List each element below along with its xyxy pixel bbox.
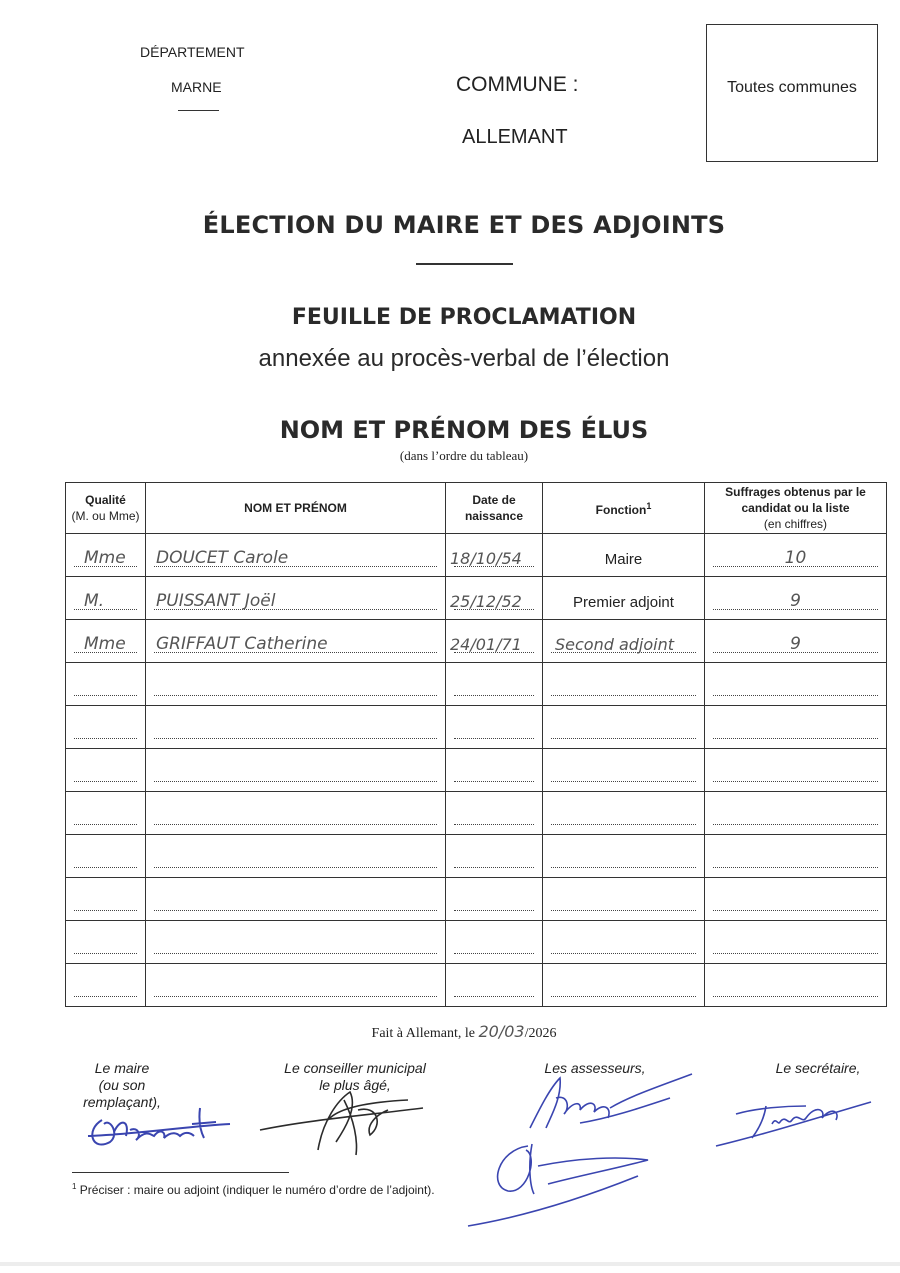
empty-cell-nom [146, 706, 446, 749]
table-cell-fonction [543, 534, 705, 577]
names-title: NOM ET PRÉNOM DES ÉLUS [279, 416, 649, 444]
header-date: Date de naissance [446, 483, 543, 534]
empty-cell-suffrages [705, 749, 887, 792]
empty-cell-qualite [66, 921, 146, 964]
empty-cell-suffrages [705, 706, 887, 749]
departement-label: DÉPARTEMENT [140, 44, 245, 60]
title-divider [416, 263, 513, 265]
table-body [66, 534, 887, 1007]
empty-cell-date [446, 835, 543, 878]
table-cell-suffrages [705, 620, 887, 663]
maire-signature [80, 1090, 240, 1160]
empty-cell-date [446, 706, 543, 749]
cell-value-qualite: Mme [84, 634, 126, 654]
table-row-empty [66, 706, 887, 749]
cell-value-suffrages: 9 [790, 634, 801, 654]
table-row [66, 577, 887, 620]
header-fonction: Fonction$^1$ [543, 483, 705, 534]
cell-value-fonction: Second adjoint [555, 635, 675, 654]
table-cell-date [446, 577, 543, 620]
table-cell-qualite [66, 577, 146, 620]
empty-cell-nom [146, 663, 446, 706]
cell-value-qualite: Mme [84, 548, 126, 568]
empty-cell-fonction [543, 964, 705, 1007]
table-row-empty [66, 749, 887, 792]
signature-maire-label: Le maire (ou son remplaçant), [83, 1060, 161, 1110]
empty-cell-nom [146, 835, 446, 878]
cell-value-qualite: M. [84, 591, 105, 611]
fait-line: Fait à Allemant, le 20/03/2026 [371, 1022, 557, 1041]
departement-value: MARNE [171, 79, 222, 95]
table-cell-qualite [66, 620, 146, 663]
annex-line: annexée au procès-verbal de l’élection [258, 345, 670, 372]
empty-cell-suffrages [705, 792, 887, 835]
empty-cell-date [446, 878, 543, 921]
table-cell-suffrages [705, 534, 887, 577]
empty-cell-fonction [543, 921, 705, 964]
table-cell-date [446, 620, 543, 663]
cell-value-suffrages: 10 [784, 548, 807, 568]
empty-cell-qualite [66, 663, 146, 706]
communes-box-text: Toutes communes [727, 79, 857, 96]
secretaire-signature [706, 1084, 876, 1154]
page-title: ÉLECTION DU MAIRE ET DES ADJOINTS [202, 211, 726, 239]
table-cell-nom [146, 577, 446, 620]
table-row [66, 620, 887, 663]
table-row-empty [66, 878, 887, 921]
conseiller-signature [258, 1080, 428, 1160]
empty-cell-fonction [543, 749, 705, 792]
table-row-empty [66, 663, 887, 706]
empty-cell-fonction [543, 878, 705, 921]
departement-divider [178, 110, 219, 111]
empty-cell-fonction [543, 663, 705, 706]
empty-cell-suffrages [705, 964, 887, 1007]
empty-cell-date [446, 964, 543, 1007]
header-qualite: Qualité (M. ou Mme) [66, 483, 146, 534]
scan-edge [0, 1262, 900, 1266]
footnote: $^1$ Préciser : maire ou adjoint (indiquer le numéro d’ordre de l’adjoint). [72, 1182, 435, 1197]
cell-value-fonction: Maire [604, 551, 643, 568]
table-cell-suffrages [705, 577, 887, 620]
empty-cell-suffrages [705, 921, 887, 964]
empty-cell-date [446, 663, 543, 706]
communes-box [706, 24, 878, 162]
table-cell-fonction [543, 620, 705, 663]
empty-cell-qualite [66, 792, 146, 835]
empty-cell-date [446, 749, 543, 792]
empty-cell-date [446, 792, 543, 835]
empty-cell-qualite [66, 749, 146, 792]
signature-conseiller-label: Le conseiller municipal le plus âgé, [284, 1060, 426, 1093]
footnote-divider [72, 1172, 289, 1173]
elus-table [65, 482, 887, 1007]
cell-value-suffrages: 9 [790, 591, 801, 611]
signature-secretaire-label: Le secrétaire, [775, 1060, 861, 1076]
subtitle: FEUILLE DE PROCLAMATION [291, 305, 637, 330]
empty-cell-suffrages [705, 878, 887, 921]
cell-value-nom: GRIFFAUT Catherine [156, 634, 328, 654]
table-row [66, 534, 887, 577]
empty-cell-fonction [543, 706, 705, 749]
cell-value-date: 18/10/54 [450, 549, 522, 568]
table-cell-nom [146, 534, 446, 577]
table-cell-fonction [543, 577, 705, 620]
names-subtitle: (dans l’ordre du tableau) [399, 448, 529, 463]
empty-cell-qualite [66, 835, 146, 878]
cell-value-date: 25/12/52 [450, 592, 522, 611]
empty-cell-qualite [66, 706, 146, 749]
empty-cell-nom [146, 749, 446, 792]
cell-value-nom: DOUCET Carole [156, 548, 289, 568]
cell-value-fonction: Premier adjoint [573, 594, 674, 611]
fait-date-handwritten: 20/03 [478, 1022, 525, 1041]
empty-cell-nom [146, 964, 446, 1007]
table-row-empty [66, 792, 887, 835]
commune-label: COMMUNE : [456, 73, 579, 96]
empty-cell-fonction [543, 792, 705, 835]
empty-cell-suffrages [705, 663, 887, 706]
header-nom: NOM ET PRÉNOM [146, 483, 446, 534]
cell-value-date: 24/01/71 [450, 635, 522, 654]
commune-value: ALLEMANT [462, 126, 568, 148]
assesseur-signature-2 [458, 1136, 658, 1231]
table-row-empty [66, 921, 887, 964]
cell-value-nom: PUISSANT Joël [156, 591, 276, 611]
header-suffrages: Suffrages obtenus par le candidat ou la liste (en chiffres) [705, 483, 887, 534]
table-header-row [66, 483, 887, 534]
empty-cell-qualite [66, 964, 146, 1007]
empty-cell-date [446, 921, 543, 964]
empty-cell-nom [146, 792, 446, 835]
empty-cell-qualite [66, 878, 146, 921]
table-row-empty [66, 964, 887, 1007]
empty-cell-nom [146, 921, 446, 964]
table-row-empty [66, 835, 887, 878]
empty-cell-nom [146, 878, 446, 921]
table-cell-nom [146, 620, 446, 663]
empty-cell-suffrages [705, 835, 887, 878]
table-cell-date [446, 534, 543, 577]
signature-assesseurs-label: Les assesseurs, [544, 1060, 646, 1076]
table-cell-qualite [66, 534, 146, 577]
empty-cell-fonction [543, 835, 705, 878]
